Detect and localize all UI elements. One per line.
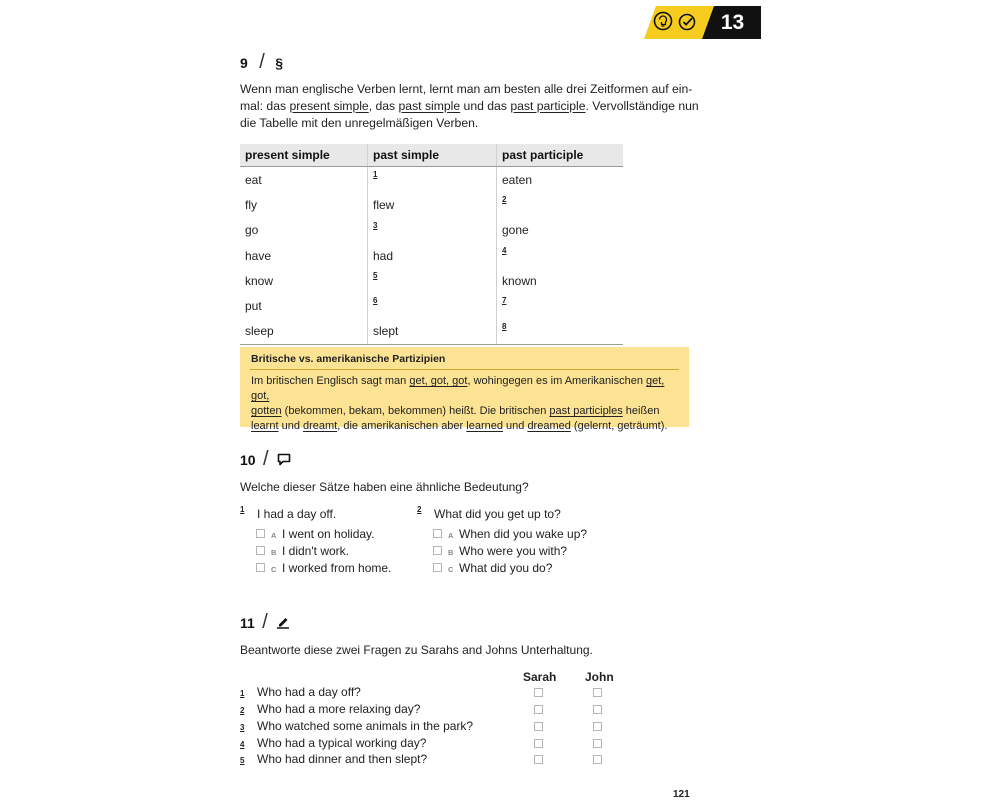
exercise-9-intro bbox=[240, 81, 700, 132]
gap-number: 2 bbox=[502, 195, 507, 205]
question-1 bbox=[240, 505, 336, 523]
intro-line-2: mal: das present simple, das past simple und das past participle. Vervollständige nun bbox=[240, 99, 699, 113]
present-cell: put bbox=[245, 299, 262, 314]
checkbox[interactable] bbox=[433, 563, 442, 572]
info-box bbox=[240, 347, 689, 432]
table-row bbox=[240, 268, 623, 293]
gap-number: 3 bbox=[373, 220, 378, 230]
sarah-checkbox[interactable] bbox=[534, 688, 543, 697]
question-number: 2 bbox=[417, 505, 422, 514]
exercise-10-instruction: Welche dieser Sätze haben eine ähnliche Bedeutung? bbox=[240, 480, 529, 494]
gap-number: 1 bbox=[373, 170, 378, 179]
exercise-11-instruction: Beantworte diese zwei Fragen zu Sarahs and Johns Unterhaltung. bbox=[240, 643, 593, 657]
list-item: 3 Who watched some animals in the park? bbox=[240, 718, 620, 735]
info-box-divider bbox=[250, 369, 679, 370]
info-box-text: Im britischen Englisch sagt man get, got, got, wohingegen es im Amerikanischen get, got, gotten (bekommen, bekam, bekommen) heißt. Die britischen past participles heißen learnt und dreamt, die amerikanischen aber learned und dreamed (gelernt, geträumt). bbox=[251, 375, 668, 432]
option-a[interactable]: A I went on holiday. bbox=[256, 526, 391, 543]
gap-number: 5 bbox=[373, 271, 378, 281]
present-cell: go bbox=[245, 223, 259, 238]
exercise-number: 10 bbox=[240, 452, 256, 468]
option-b[interactable]: B Who were you with? bbox=[433, 543, 587, 560]
past-cell: flew bbox=[368, 192, 497, 217]
john-checkbox[interactable] bbox=[593, 722, 602, 731]
list-item: 2 Who had a more relaxing day? bbox=[240, 701, 620, 718]
participle-cell: known bbox=[497, 268, 624, 293]
exercise-number: 9 bbox=[240, 55, 248, 71]
column-header: past simple bbox=[368, 144, 497, 167]
option-c[interactable]: C I worked from home. bbox=[256, 560, 391, 577]
table-row bbox=[240, 319, 623, 345]
pencil-icon bbox=[276, 615, 290, 629]
participle-cell: gone bbox=[497, 218, 624, 243]
list-item: 1 Who had a day off? bbox=[240, 684, 620, 701]
john-checkbox[interactable] bbox=[593, 755, 602, 764]
checkbox[interactable] bbox=[433, 529, 442, 538]
exercise-9-heading bbox=[240, 50, 283, 74]
paragraph-icon: § bbox=[275, 55, 284, 71]
gap-number: 7 bbox=[502, 296, 507, 306]
past-cell: slept bbox=[368, 319, 497, 345]
gap-number: 8 bbox=[502, 321, 507, 331]
participle-cell[interactable] bbox=[497, 293, 624, 318]
info-box-title: Britische vs. amerikanische Partizipien bbox=[251, 353, 446, 365]
present-cell: have bbox=[245, 248, 272, 263]
table-row bbox=[240, 243, 623, 268]
exercise-number: 11 bbox=[240, 615, 255, 631]
question-text: What did you get up to? bbox=[434, 507, 561, 521]
table-row bbox=[240, 192, 623, 217]
gap-number: 4 bbox=[502, 245, 507, 255]
sarah-checkbox[interactable] bbox=[534, 705, 543, 714]
column-header: present simple bbox=[240, 144, 368, 167]
john-checkbox[interactable] bbox=[593, 705, 602, 714]
past-cell[interactable] bbox=[368, 293, 497, 318]
option-b[interactable]: B I didn't work. bbox=[256, 543, 391, 560]
exercise-10-heading bbox=[240, 447, 291, 471]
present-cell: know bbox=[245, 273, 274, 288]
option-a[interactable]: A When did you wake up? bbox=[433, 526, 587, 543]
heading-slash: / bbox=[259, 51, 265, 73]
question-number: 1 bbox=[240, 505, 245, 514]
table-row bbox=[240, 167, 623, 193]
list-item: 4 Who had a typical working day? bbox=[240, 735, 620, 752]
checkbox[interactable] bbox=[256, 546, 265, 555]
question-1-options bbox=[256, 526, 391, 577]
exercise-11-heading bbox=[240, 610, 290, 634]
option-c[interactable]: C What did you do? bbox=[433, 560, 587, 577]
page-number: 121 bbox=[673, 789, 690, 800]
intro-line-3: die Tabelle mit den unregelmäßigen Verben. bbox=[240, 116, 479, 130]
column-sarah: Sarah bbox=[523, 670, 557, 684]
column-header: past participle bbox=[497, 144, 624, 167]
question-2-options bbox=[433, 526, 587, 577]
chapter-number: 13 bbox=[720, 11, 745, 34]
participle-cell[interactable] bbox=[497, 319, 624, 345]
list-item: 5 Who had dinner and then slept? bbox=[240, 751, 620, 768]
gap-number: 6 bbox=[373, 296, 378, 306]
present-cell: fly bbox=[245, 197, 257, 212]
table-row bbox=[240, 293, 623, 318]
past-cell[interactable] bbox=[368, 218, 497, 243]
intro-line-1: Wenn man englische Verben lernt, lernt man am besten alle drei Zeitformen auf ein- bbox=[240, 82, 693, 96]
john-checkbox[interactable] bbox=[593, 688, 602, 697]
participle-cell[interactable] bbox=[497, 192, 624, 217]
table-header-row bbox=[240, 144, 623, 167]
heading-slash: / bbox=[263, 448, 269, 470]
participle-cell: eaten bbox=[497, 167, 624, 193]
question-text: I had a day off. bbox=[257, 507, 337, 521]
present-cell: eat bbox=[245, 172, 262, 187]
table-row bbox=[240, 218, 623, 243]
sarah-checkbox[interactable] bbox=[534, 755, 543, 764]
speech-bubble-icon bbox=[277, 453, 291, 466]
past-cell: had bbox=[368, 243, 497, 268]
checkbox[interactable] bbox=[433, 546, 442, 555]
heading-slash: / bbox=[262, 611, 268, 633]
participle-cell[interactable] bbox=[497, 243, 624, 268]
past-cell[interactable] bbox=[368, 268, 497, 293]
present-cell: sleep bbox=[240, 319, 368, 345]
checkbox[interactable] bbox=[256, 529, 265, 538]
john-checkbox[interactable] bbox=[593, 739, 602, 748]
sarah-checkbox[interactable] bbox=[534, 722, 543, 731]
sarah-checkbox[interactable] bbox=[534, 739, 543, 748]
column-john: John bbox=[585, 670, 614, 684]
question-2 bbox=[417, 505, 561, 523]
verb-table bbox=[240, 144, 623, 345]
checkbox[interactable] bbox=[256, 563, 265, 572]
past-cell[interactable] bbox=[368, 167, 497, 193]
